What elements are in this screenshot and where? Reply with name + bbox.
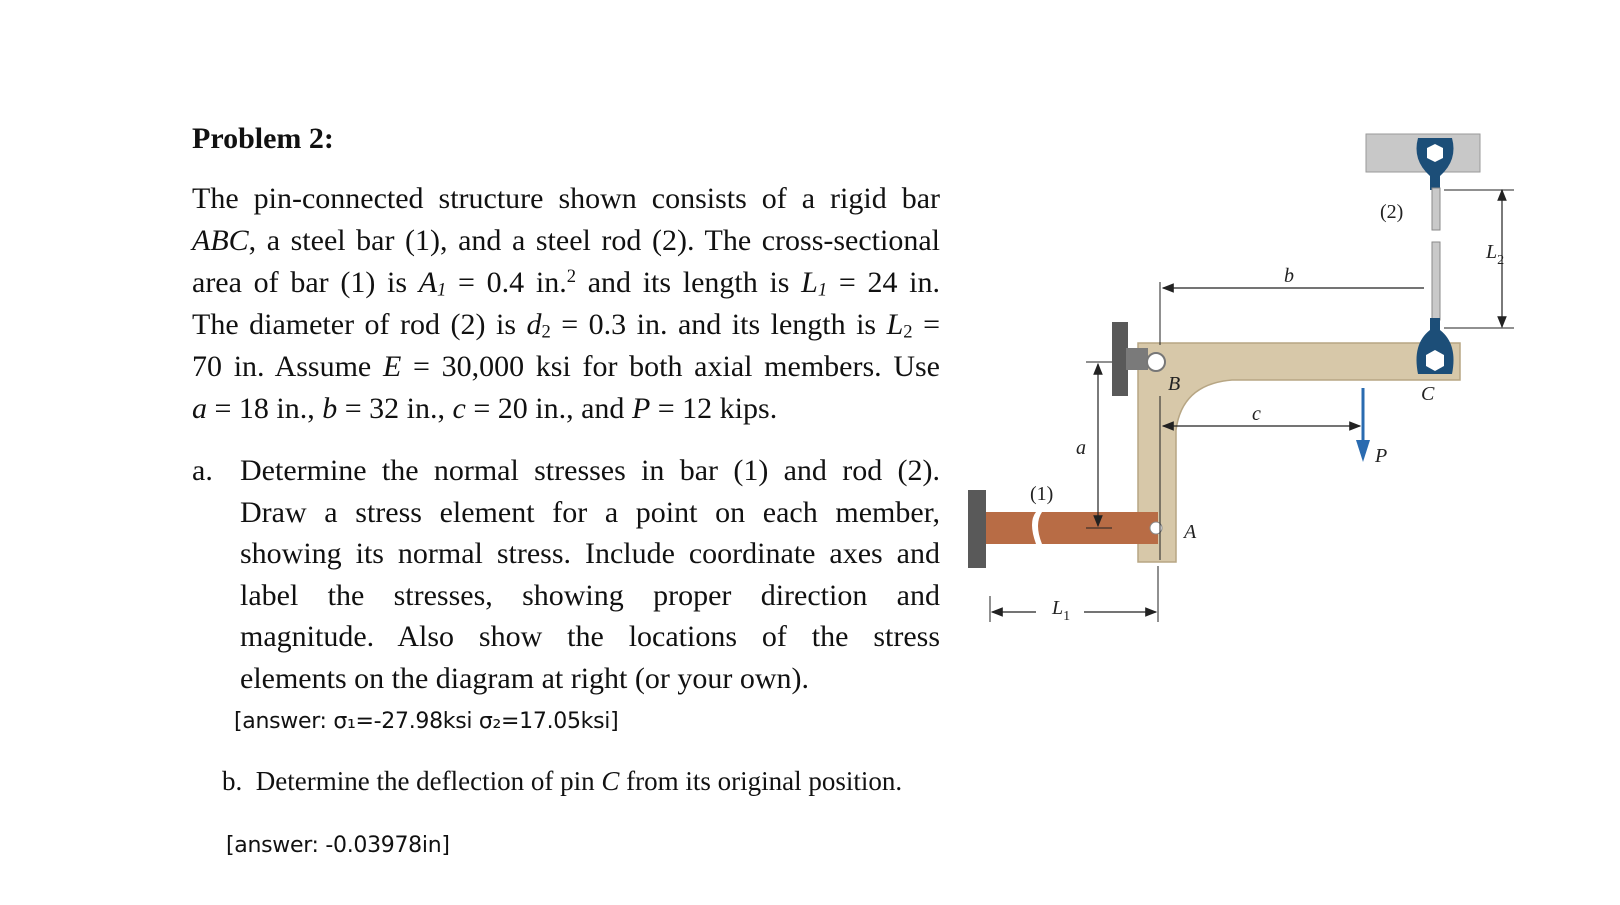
intro-line-4: The diameter of rod (2) is $d_2 = 0.3$ in. and its length is $L_2$ =	[192, 308, 940, 343]
label-member-1: (1)	[1030, 483, 1054, 505]
pin-b	[1147, 353, 1165, 371]
rod-2-upper	[1432, 188, 1440, 230]
pin-support-b	[1112, 322, 1128, 396]
label-a-point: A	[1184, 521, 1197, 543]
intro-line-6: a = 18 in., b = 32 in., c = 20 in., and P = 12 kips.	[192, 392, 778, 425]
part-b-text: Determine the deflection of pin C from its original position.	[255, 766, 903, 796]
rod-2-lower	[1432, 242, 1440, 320]
label-c-point: C	[1421, 383, 1435, 405]
intro-line-2: ABC, a steel bar (1), and a steel rod (2). The cross-sectional	[192, 224, 940, 257]
label-dim-b: b	[1284, 265, 1294, 287]
pin-support-b-bracket	[1126, 348, 1148, 370]
part-b-label: b.	[222, 766, 243, 796]
part-a-line-3: showing its normal stress. Include coordinate axes and	[240, 537, 940, 570]
part-b-answer: [answer: -0.03978in]	[226, 833, 450, 858]
label-dim-l2: $L_2$	[1486, 241, 1505, 268]
part-a-answer: [answer: σ₁=-27.98ksi σ₂=17.05ksi]	[234, 709, 619, 734]
load-arrow-p-head	[1356, 440, 1370, 462]
part-a-line-1: Determine the normal stresses in bar (1) and rod (2).	[240, 454, 940, 487]
label-b-point: B	[1168, 373, 1181, 395]
label-dim-l1: $L_1$	[1052, 597, 1071, 624]
part-a-line-5: magnitude. Also show the locations of the stress	[240, 620, 940, 653]
part-a-line-4: label the stresses, showing proper direction and	[240, 578, 940, 612]
label-dim-a: a	[1076, 437, 1086, 459]
intro-line-3: area of bar (1) is $A_1 = 0.4$ in.$^2$ and its length is $L_1 = 24$ in.	[192, 265, 940, 301]
part-a-line-6: elements on the diagram at right (or your own).	[240, 661, 810, 695]
label-load-p: P	[1375, 445, 1388, 467]
part-a-line-2: Draw a stress element for a point on each member,	[240, 495, 940, 529]
intro-line-5: 70 in. Assume E = 30,000 ksi for both axial members. Use	[192, 350, 940, 383]
wall-support-left	[968, 490, 986, 568]
intro-line-1: The pin-connected structure shown consists of a rigid bar	[192, 182, 940, 215]
problem-title: Problem 2:	[192, 122, 334, 155]
label-member-2: (2)	[1380, 201, 1404, 223]
part-a-label: a.	[192, 454, 213, 487]
bar-1	[986, 512, 1036, 544]
label-dim-c: c	[1252, 403, 1261, 425]
